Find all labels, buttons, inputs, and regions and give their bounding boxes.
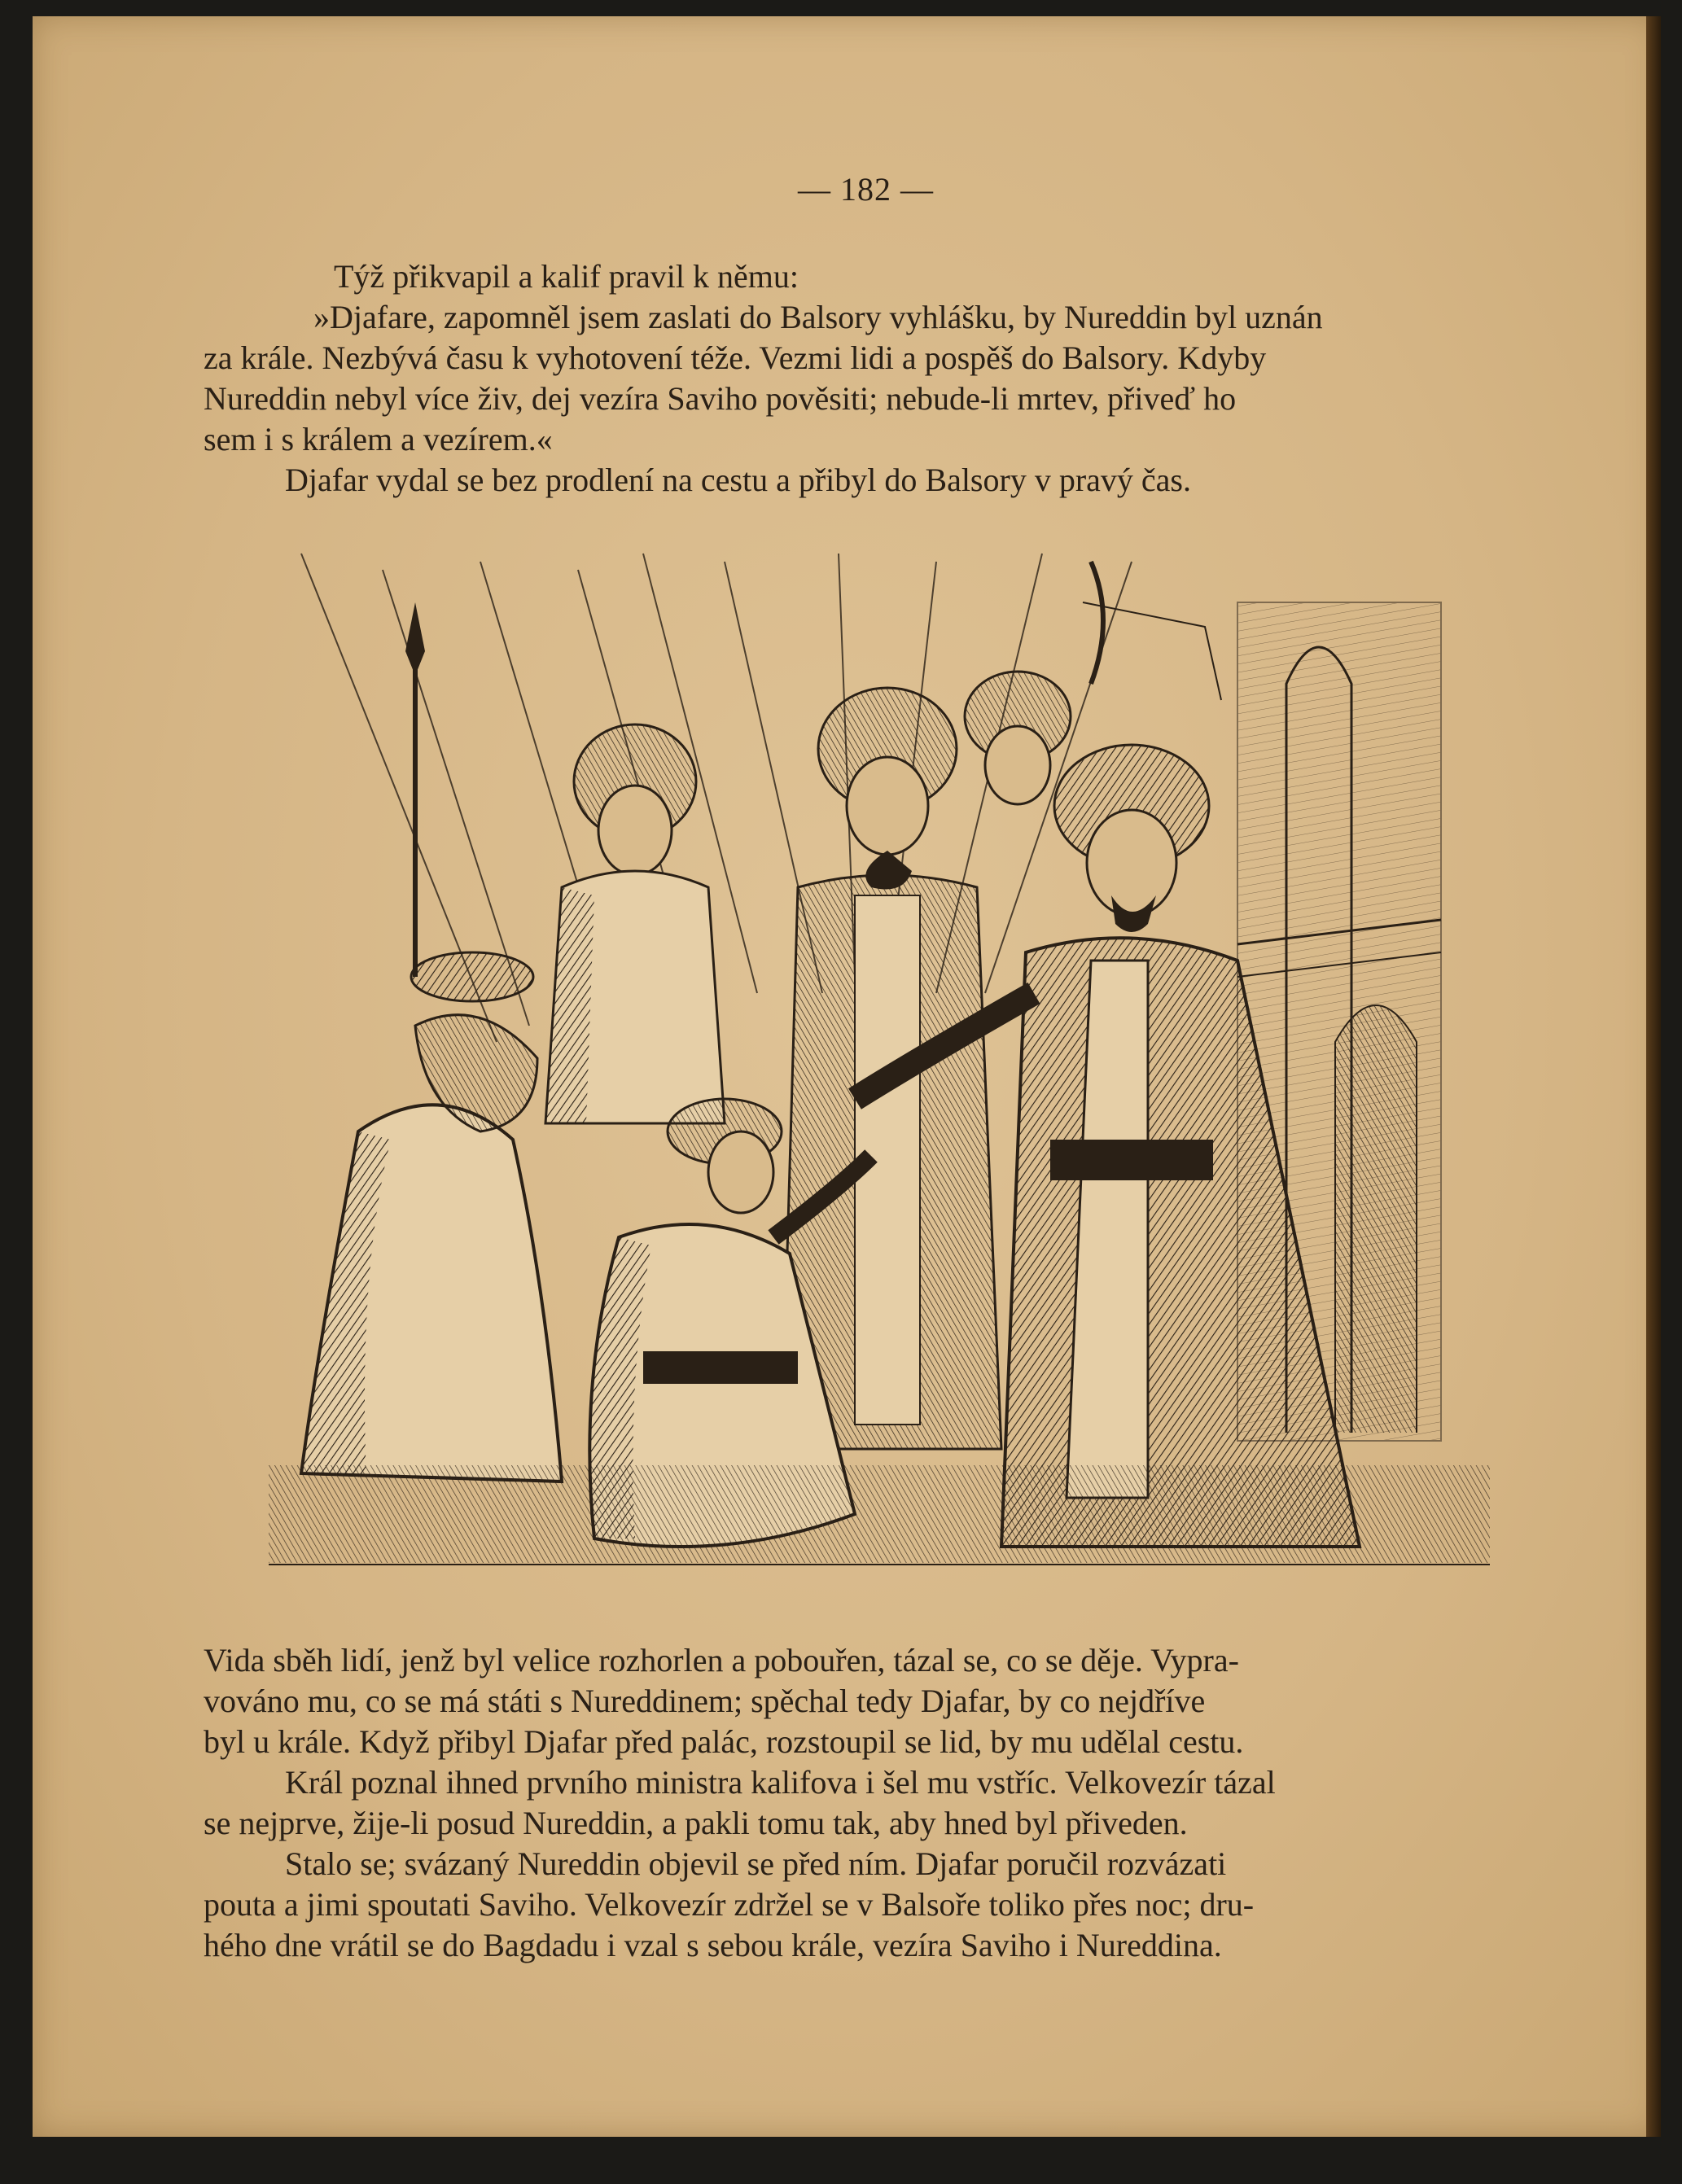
text-line: sem i s králem a vezírem.« xyxy=(204,421,553,457)
text-line: vováno mu, co se má státi s Nureddinem; spěchal tedy Djafar, by co nejdříve xyxy=(204,1683,1206,1719)
engraving-illustration xyxy=(269,537,1490,1612)
book-page xyxy=(33,16,1661,2137)
figure-kneeling-left xyxy=(301,952,562,1482)
text-line: Vida sběh lidí, jenž byl velice rozhorlen a pobouřen, tázal se, co se děje. Vypra- xyxy=(204,1642,1239,1678)
text-line: Djafar vydal se bez prodlení na cestu a přibyl do Balsory v pravý čas. xyxy=(285,462,1191,498)
text-line: pouta a jimi spoutati Saviho. Velkovezír zdržel se v Balsoře toliko přes noc; dru- xyxy=(204,1886,1255,1923)
text-line: »Djafare, zapomněl jsem zaslati do Balsory vyhlášku, by Nureddin byl uznán xyxy=(313,299,1323,335)
book-spine xyxy=(1646,16,1661,2137)
text-line: se nejprve, žije-li posud Nureddin, a pakli tomu tak, aby hned byl přiveden. xyxy=(204,1805,1188,1841)
page-number: — 182 — xyxy=(798,171,934,208)
text-line: Stalo se; svázaný Nureddin objevil se před ním. Djafar poručil rozvázati xyxy=(285,1845,1227,1882)
text-line: byl u krále. Když přibyl Djafar před palác, rozstoupil se lid, by mu udělal cestu. xyxy=(204,1723,1244,1760)
top-text-block xyxy=(204,256,1522,501)
text-line: hého dne vrátil se do Bagdadu i vzal s sebou krále, vezíra Saviho i Nureddina. xyxy=(204,1927,1222,1963)
figure-elder-back xyxy=(965,672,1071,804)
text-line: Týž přikvapil a kalif pravil k němu: xyxy=(334,258,799,295)
text-line: Nureddin nebyl více živ, dej vezíra Saviho pověsiti; nebude-li mrtev, přiveď ho xyxy=(204,380,1237,417)
text-line: Král poznal ihned prvního ministra kalifova i šel mu vstříc. Velkovezír tázal xyxy=(285,1764,1276,1801)
figure-guard xyxy=(545,724,725,1123)
floor-hatching xyxy=(269,1465,1490,1565)
text-line: za krále. Nezbývá času k vyhotovení téže. Vezmi lidi a pospěš do Balsory. Kdyby xyxy=(204,339,1267,376)
bottom-text-block xyxy=(204,1640,1522,1966)
guard-spear xyxy=(405,602,425,977)
